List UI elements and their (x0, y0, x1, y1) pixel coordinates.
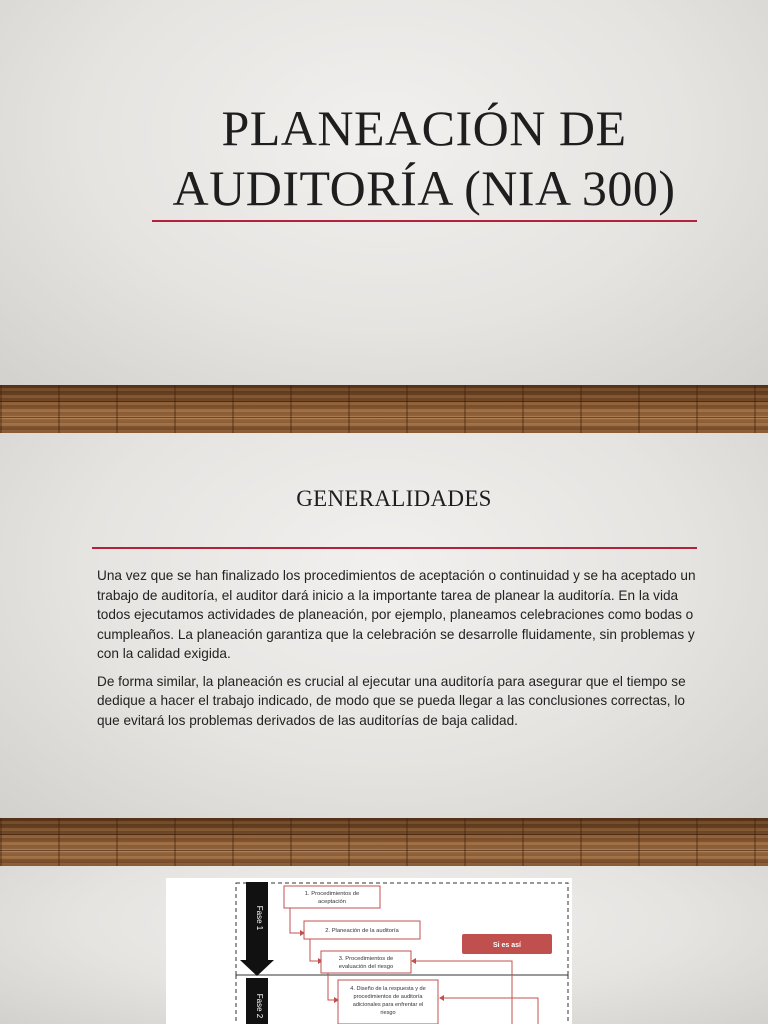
step-1-line1: 1. Procedimientos de (304, 891, 360, 897)
slide-title (0, 0, 768, 385)
title-line-1: PLANEACIÓN DE (221, 100, 627, 156)
body-text (97, 566, 697, 738)
step-4-line2: procedimientos de auditoría (353, 994, 423, 1000)
step-1-line2: aceptación (317, 899, 347, 905)
wood-floor-band (0, 385, 768, 433)
audit-process-diagram (166, 878, 572, 1024)
step-3-line2: evaluación del riesgo (338, 964, 394, 970)
step-4-line4: riesgo (380, 1010, 396, 1016)
si-es-asi-label: Si es así (492, 942, 522, 949)
paragraph-2: De forma similar, la planeación es crucial al ejecutar una auditoría para asegurar que el tiempo se dedique a hacer el trabajo indicado, de modo que se pueda llegar a las conclusiones correctas, lo que evitará los problemas derivados de las auditorías de baja calidad. (97, 673, 686, 728)
step-4-line3: adicionales para enfrentar el (352, 1002, 424, 1008)
phase2-label: Fase 2 (255, 993, 264, 1019)
title-line-2: AUDITORÍA (NIA 300) (172, 160, 676, 216)
slide-generalidades (0, 433, 768, 818)
step-2-label: 2. Planeación de la auditoría (325, 928, 399, 934)
slide-title-heading (150, 98, 698, 218)
step-4-line1: 4. Diseño de la respuesta y de (350, 986, 426, 992)
heading-divider (92, 547, 697, 549)
section-heading: GENERALIDADES (296, 486, 492, 511)
paragraph-1: Una vez que se han finalizado los procedimientos de aceptación o continuidad y se ha aceptado un trabajo de auditoría, el auditor dará inicio a la importante tarea de planear la auditoría. En la vida todos ejecutamos actividades de planeación, por ejemplo, planeamos celebraciones como bodas o cumpleaños. La planeación garantiza que la celebración se desarrolle fluidamente, sin problemas y con la calidad exigida. (97, 568, 696, 661)
phase1-arrow-icon (240, 960, 274, 976)
slide-diagram (0, 866, 768, 1024)
phase1-label: Fase 1 (255, 905, 264, 931)
wood-floor-band (0, 818, 768, 866)
step-3-line1: 3. Procedimientos de (338, 956, 394, 962)
title-divider (152, 220, 697, 222)
